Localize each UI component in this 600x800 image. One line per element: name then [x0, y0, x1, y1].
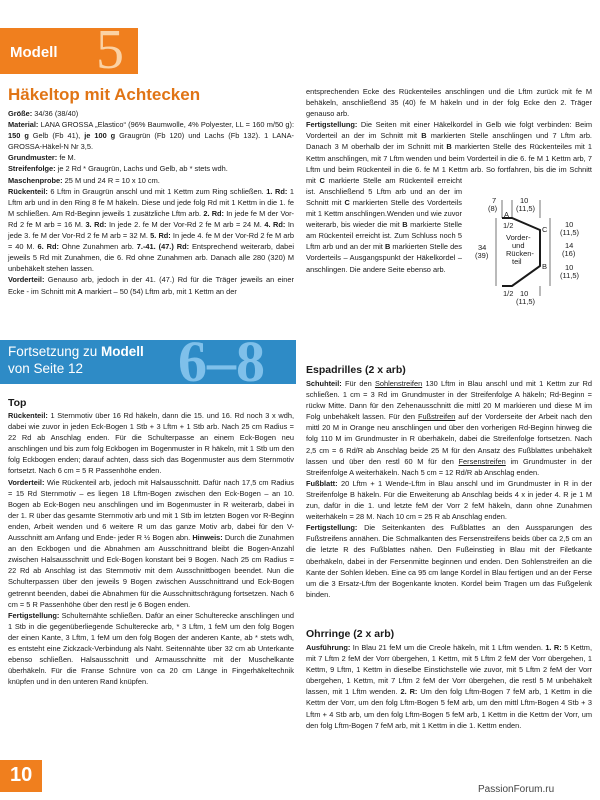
marker-B: B [542, 262, 548, 271]
top-instructions: Rückenteil: 1 Sternmotiv über 16 Rd häkeln, dann die 15. und 16. Rd noch 3 x wdh, dabei wie zuvor in jeden Eck-Bogen 1 Stb + 3 Lftm + 1 Stb arb. Nach 25 cm Radius = 22 Rd ab Anschlag enden. Für die Schulterpasse an einem Eck-Bogen neu anschlingen und bis zum folg Eckbogen im Bogenmuster in R häkeln, mit 1 Stb um den folg Eckbogen enden; darauf achten, dass sich das Bogenmuster aus dem Sternmotiv fortsetzt. Nach 6 cm = 5 R Passenhöhe enden. Vorderteil: Wie Rückenteil arb, jedoch mit Halsausschnitt. Dafür nach 17,5 cm Radius = 15 Rd Sternmotiv – es liegen 18 Lftm-Bogen zwischen den Eck-Bogen – an 10. Bogen ab Eck-Bogen neu anschlingen und im Bogenmuster in R weiterarb, dabei in der 1. R über das gesamte Sternmotiv arb und mit 1 Stb im letzten Bogen vor R-Beginn enden, Arbeit wenden und 6 weitere R um das ganze Motiv arb, dabei für den V-Ausschnitt am Anfang und Ende- jeder R ½ Bogen abn. Hinweis: Durch die Zunahmen an den Eckbogen und die Abnahmen am Ausschnittrand bleibt die Bogen-Anzahl zwischen Halsausschnitt und Eck-Bogen konstant bei 9 Bogen. Nach 25 cm Radius = 22 Rd ab Anschlag ist das Sternmotiv mit dem Ausschnittbogen beendet. Nun die Schulterpassen über den jeweils 9 Bogen zwischen Ausschnittrand und Eck-Bogen getrennt beenden, dabei die Abnahmen für die Ausschnittschrägung fortsetzen. Nach 6 cm = 5 R Passenhöhe über den restl je 6 Bogen enden. Fertigstellung: Schulternähte schließen. Dafür an einer Schulterecke anschlingen und 1 Stb in die gegenüberliegende Schulterecke arb, * 3 Lftm, 1 feM um den folg Bogen der einen Kante, 3 Lftm, 1 feM um den folg Bogen der anderen Kante, ab * stets wdh, es entsteht eine Zickzack-Verbindung als Naht. Seitennähte über 32 cm ab Unterkante ebenso schließen. Halsausschnitt und Armausschnitte mit der Muschelkante überhäkeln. Für die Franse Schnüre von ca 20 cm Länge in Fingerhäkeltechnik knüpfen und in den unteren Rand knüpfen. [8, 411, 294, 687]
piece-label-4: teil [512, 257, 522, 266]
piece-label-2: und [512, 241, 525, 250]
dim-left-b: (39) [475, 251, 489, 260]
dim-top-2b: (11,5) [516, 204, 536, 213]
ohrringe-instructions: Ausführung: In Blau 21 feM um die Creole häkeln, mit 1 Lftm wenden. 1. R: 5 Kettm, mit 7 Lftm 2 feM der Vorr übergehen, 1 Kettm, mit 5 Lftm 2 feM der Vorr übergehen, 1 Kettm, 9 Lftm, 1 Kettm in dieselbe Einstichstelle wie zuvor, mit 5 Lftm 2 feM der Vorr übergehen, 1 Kettm, mit 7 Lftm 2 feM der Vorr übergehen, die restl 5 M unbehäkelt lassen, mit 1 Lftm wenden. 2. R: Um den folg Lftm-Bogen 7 feM arb, 1 Kettm in die Kettm der Vorr, um den folg Lftm-Bogen 5 feM arb, um den mittl Lftm-Bogen 4 Stb + 3 Lftm + 4 Stb arb, um den folg Lftm-Bogen 5 feM arb, 1 Kettm in die Kettm der Vorr, um den folg Lftm-Bogen 7 feM arb, mit 1 Kettm in die 1. Kettm enden. [306, 643, 593, 730]
dim-right-2b: (16) [562, 249, 576, 258]
dim-top-1b: (8) [488, 204, 498, 213]
half-label: 1/2 [503, 221, 514, 230]
dim-top-2: 10 [520, 196, 529, 205]
section-heading-espadrilles: Espadrilles (2 x arb) [306, 364, 406, 376]
section-heading-ohrringe: Ohrringe (2 x arb) [306, 628, 395, 640]
watermark: PassionForum.ru [478, 784, 555, 795]
dim-right-3: 10 [565, 263, 574, 272]
continuation-line-1: Fortsetzung zu Modell [8, 344, 144, 359]
bottom-half: 1/2 [503, 289, 514, 298]
dim-bottom-b: (11,5) [516, 297, 536, 306]
continuation-line-2: von Seite 12 [8, 361, 84, 376]
dim-right-1: 10 [565, 220, 574, 229]
model5-instructions: Größe: 34/36 (38/40) Material: LANA GROSSA „Elastico“ (96% Baumwolle, 4% Polyester, LL = 160 m/50 g): 150 g Gelb (Fb 41), je 100 g Graugrün (Fb 120) und Lachs (Fb 132). 1 LANA-GROSSA-Häkel-N Nr 3,5. Grundmuster: fe M. Streifenfolge: je 2 Rd * Graugrün, Lachs und Gelb, ab * stets wdh. Maschenprobe: 25 M und 24 R = 10 x 10 cm. Rückenteil: 6 Lftm in Graugrün anschl und mit 1 Kettm zum Ring schließen. 1. Rd: 1 Lftm arb und in den Ring 8 fe M häkeln. Diese und jede folg Rd mit 1 Kettm in die 1. fe M schließen. Am Rd-Beginn jeweils 1 zusätzliche Lftm arb. 2. Rd: In jede fe M der Vor-Rd 2 fe M arb = 16 M. 3. Rd: In jede 2. fe M der Vor-Rd 2 fe M arb = 24 M. 4. Rd: In jede 3. fe M der Vor-Rd 2 fe M arb = 32 M. 5. Rd: In jede 4. fe M der Vor-Rd 2 fe M arb = 40 M. 6. Rd: Ohne Zunahmen arb. 7.-41. (47.) Rd: Entsprechend weiterarb, dabei jeweils 5 Rd mit Zunahmen, die 6. Rd ohne Zunahmen arb. Danach alle 280 (320) M unbehäkelt stehen lassen. Vorderteil: Genauso arb, jedoch in der 41. (47.) Rd für die Träger jeweils an einer Ecke - im Schnitt mit A markiert – 50 (54) Lftm arb, mit 1 Kettm an der [8, 109, 295, 296]
model5-instructions-continued: entsprechenden Ecke des Rückenteiles anschlingen und die Lftm zurück mit fe M behäkeln, anschließend 35 (40) fe M häkeln und in der folg Ecke den 2. Träger genauso arb. Fertigstellung: Die Seiten mit einer Häkelkordel in Gelb wie folgt verbinden: Beim Vorderteil an der im Schnitt mit B markierten Stelle anschlingen und 7 Lftm arb. Danach 3 M oberhalb der im Schnitt mit B markierten Stelle des Rückenteiles mit 1 Kettm anschlingen, mit 7 Lftm wenden und beim Vorderteil in die 6. fe M 1 Kettm arb, 7 Lftm und beim Rückenteil in die 6. fe M 1 Kettm arb. So fortfahren, bis die im Schnitt mit C markierte Stelle am Rückenteil erreicht ist. Anschließend 5 Lftm arb und an der im Schnitt mit C markierten Stelle des Vorderteils mit 1 Kettm anschlingen.Wenden und wie zuvor weiterarb, bis wieder die mit B markierte Stelle am Rückenteil erreicht ist. Zum Schluss noch 5 Lftm arb und an der mit B markierten Stelle des Vorderteils – Ausgangspunkt der Häkelkordel – anschlingen. Die andere Seite ebenso arb. [306, 87, 592, 274]
piece-label-1: Vorder- [506, 233, 531, 242]
pattern-schematic [462, 196, 592, 314]
dim-right-3b: (11,5) [560, 271, 580, 280]
page-title: Häkeltop mit Achtecken [8, 85, 201, 104]
piece-label-3: Rücken- [506, 249, 534, 258]
continuation-model-numbers: 6–8 [178, 329, 265, 394]
dim-top-1: 7 [492, 196, 497, 205]
dim-right-2: 14 [565, 241, 574, 250]
marker-A: A [504, 210, 510, 219]
model-label: Modell [10, 44, 58, 61]
dim-right-1b: (11,5) [560, 228, 580, 237]
marker-C: C [542, 225, 548, 234]
page-number: 10 [10, 764, 33, 786]
dim-left: 34 [478, 243, 487, 252]
section-heading-top: Top [8, 397, 27, 409]
dim-bottom: 10 [520, 289, 529, 298]
espadrilles-instructions: Schuhteil: Für den Sohlenstreifen 130 Lftm in Blau anschl und mit 1 Kettm zur Rd schließen. 1 cm = 3 Rd im Grundmuster in der Streifenfolge A häkeln; Rd-Beginn = rückw Mitte. Dann für den Zehenausschnitt die mittl 20 M markieren und diese M im Folg unbehäkelt lassen. Für den Fußstreifen auf der Vorderseite der Arbeit nach den mittl 20 M in Orange neu anschlingen und über den vorherigen Rd-Beginn hinweg die folg 110 M im Grundmuster in R überhäkeln, dabei die Streifenfolge fortsetzen. Nach 2,5 cm = 6 Rd/R ab Anschlag beide 25 M für den Ansatz des Fußblattes unbehäkelt lassen und über den restl 60 M für den Fersenstreifen im Grundmuster in der Streifenfolge A weiterhäkeln. Nach 5 cm = 12 Rd/R ab Anschlag enden. Fußblatt: 20 Lftm + 1 Wende-Lftm in Blau anschl und im Grundmuster in R in der Streifenfolge B häkeln. Für die Erweiterung ab Anschlag beids 4 x in jeder 4. R je 1 M zun, dafür in die 1. und letzte feM der Vorr 2 feM häkeln, dann ohne Zunahmen weiterhäkeln = 28 M. Nach 10 cm = 25 R ab Anschlag enden. Fertigstellung: Die Seitenkanten des Fußblattes an den Aussparungen des Fußstreifens annähen. Die Schmalkanten des Fersenstreifens beids über ca 2,5 cm an die letzte R des Fußblattes nähen. Den Fußeinstieg in Blau mit der Filetkante überhäkeln, dabei in der Fersenmitte beginnen und enden. Den Sohlenstreifen an die Kante der Sohlen kleben. Eine ca 95 cm lange Kordel in Blau fertigen und an der Ferse um die 3 Ersatz-Lftm der Bogenkante knoten. Kordel beim Tragen um das Fußgelenk binden. [306, 379, 593, 599]
model-number: 5 [96, 19, 124, 81]
